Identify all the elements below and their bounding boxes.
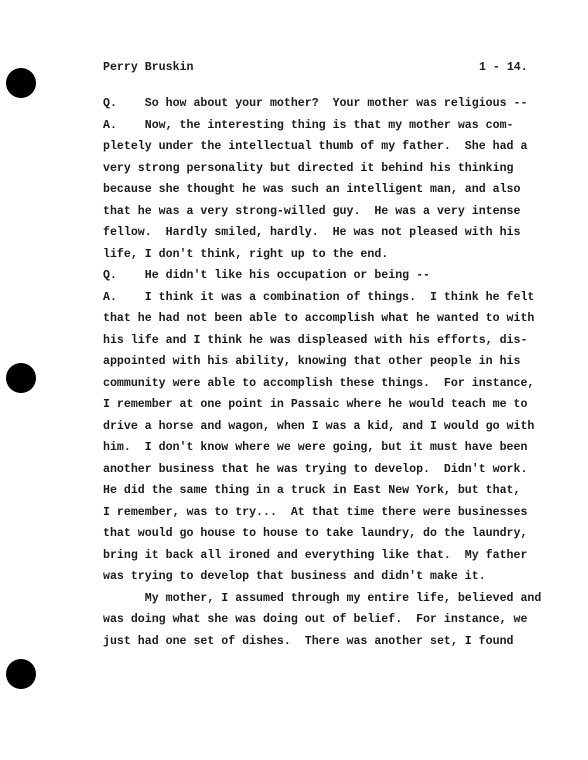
text-line: pletely under the intellectual thumb of my father. She had a [103, 140, 528, 153]
header-name: Perry Bruskin [103, 61, 194, 74]
text-line: another business that he was trying to develop. Didn't work. [103, 462, 528, 476]
text-line: was trying to develop that business and didn't make it. [103, 570, 486, 583]
text-line: just had one set of dishes. There was another set, I found [103, 634, 514, 648]
binder-hole [6, 363, 36, 393]
text-line: Q. So how about your mother? Your mother was religious -- [103, 97, 528, 110]
text-line: I remember at one point in Passaic where he would teach me to [103, 398, 528, 411]
text-line: that he had not been able to accomplish what he wanted to with [103, 312, 535, 325]
transcript-body [103, 93, 542, 652]
text-line: bring it back all ironed and everything like that. My father [103, 548, 528, 562]
page-number: 1 - 14. [479, 61, 528, 74]
text-line: I remember, was to try... At that time there were businesses [103, 505, 528, 519]
text-line: My mother, I assumed through my entire life, believed and [103, 591, 542, 605]
text-line: drive a horse and wagon, when I was a kid, and I would go with [103, 419, 535, 433]
text-line: A. Now, the interesting thing is that my mother was com- [103, 118, 514, 132]
text-line: A. I think it was a combination of things. I think he felt [103, 290, 535, 304]
text-line: him. I don't know where we were going, but it must have been [103, 441, 528, 454]
text-line: his life and I think he was displeased with his efforts, dis- [103, 333, 528, 347]
binder-hole [6, 659, 36, 689]
binder-hole [6, 68, 36, 98]
text-line: that he was a very strong-willed guy. He was a very intense [103, 204, 521, 218]
text-line: because she thought he was such an intelligent man, and also [103, 183, 521, 196]
text-line: fellow. Hardly smiled, hardly. He was not pleased with his [103, 226, 521, 239]
text-line: very strong personality but directed it behind his thinking [103, 161, 514, 175]
text-line: was doing what she was doing out of belief. For instance, we [103, 613, 528, 626]
text-line: community were able to accomplish these things. For instance, [103, 376, 535, 390]
text-line: that would go house to house to take laundry, do the laundry, [103, 527, 528, 540]
text-line: life, I don't think, right up to the end. [103, 247, 389, 261]
text-line: Q. He didn't like his occupation or being -- [103, 269, 430, 282]
text-line: He did the same thing in a truck in East New York, but that, [103, 484, 521, 497]
text-line: appointed with his ability, knowing that other people in his [103, 355, 521, 368]
